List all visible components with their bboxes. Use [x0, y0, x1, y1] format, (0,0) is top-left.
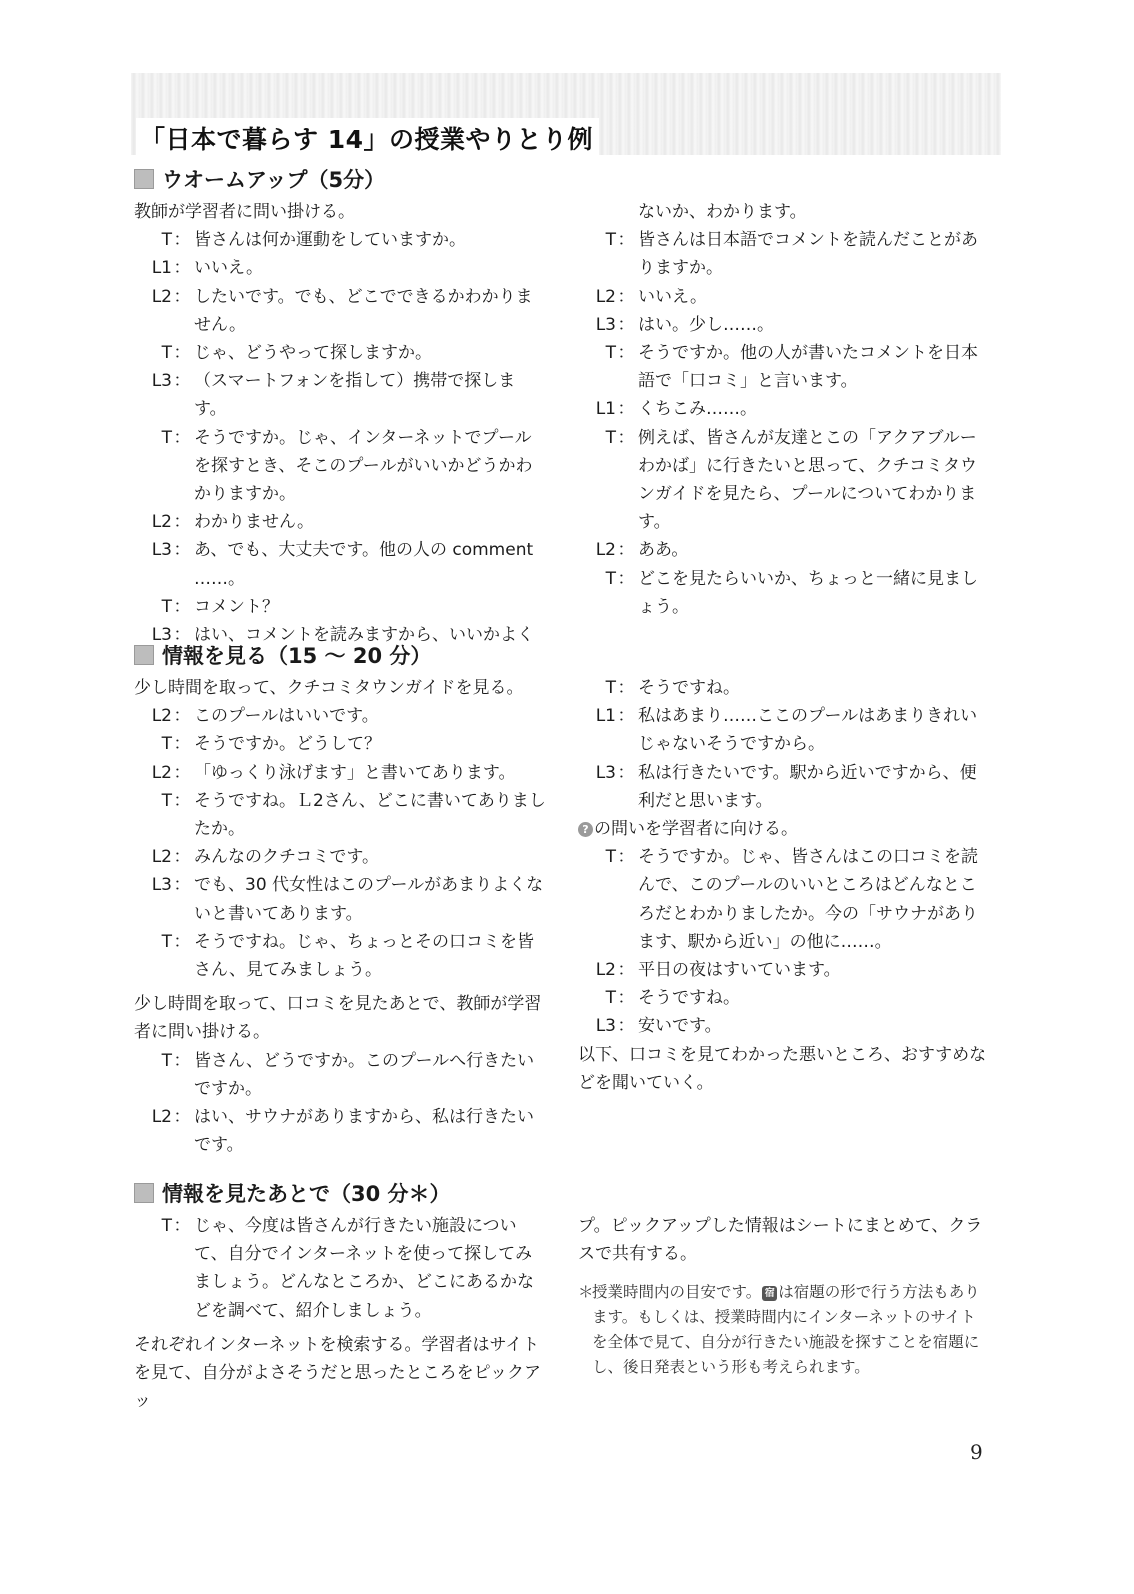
homework-icon: 宿: [762, 1286, 777, 1301]
colon: ：: [173, 286, 191, 307]
dialogue-text: どこを見たらいいか、ちょっと一緒に見ましょう。: [638, 568, 978, 617]
narration: 少し時間を取って、口コミを見たあとで、教師が学習者に問い掛ける。: [134, 994, 542, 1043]
speaker-label: T: [161, 790, 172, 811]
speaker-label: L2: [151, 847, 172, 868]
dialogue-line: [578, 339, 990, 395]
speaker-label: L3: [595, 762, 616, 783]
dialogue-text: 例えば、皆さんが友達とこの「アクアブルーわかば」に行きたいと思って、クチコミタウンガイドを見たら、プールについてわかります。: [638, 427, 977, 533]
narration-text: の問いを学習者に向ける。: [594, 819, 798, 840]
colon: ：: [617, 427, 635, 448]
speaker-label: T: [161, 596, 172, 617]
dialogue-text: くちこみ……。: [638, 399, 757, 420]
footnote-text-b: は宿題の形で行う方法もあります。もしくは、授業時間内にインターネットのサイトを全体で見て、自分が行きたい施設を探すことを宿題にし、後日発表という形も考えられます。: [592, 1283, 980, 1377]
colon: ：: [173, 931, 191, 952]
dialogue-text: （スマートフォンを指して）携帯で探します。: [194, 371, 516, 420]
dialogue-line: [134, 226, 546, 254]
page-title: 「日本で暮らす 14」の授業やりとり例: [136, 118, 599, 158]
dialogue-text: いいえ。: [194, 258, 264, 279]
square-bullet-icon: [134, 1183, 154, 1203]
dialogue-text: 私はあまり……ここのプールはあまりきれいじゃないそうですから。: [638, 706, 978, 755]
dialogue-line: [578, 1012, 990, 1040]
speaker-label: L3: [595, 1016, 616, 1037]
colon: ：: [617, 230, 635, 251]
dialogue-line: [134, 1212, 546, 1325]
colon: ：: [173, 625, 191, 646]
dialogue-text: そうですね。: [638, 678, 740, 698]
colon: ：: [617, 706, 635, 727]
dialogue-text: そうですね。: [638, 988, 740, 1009]
speaker-label: L2: [151, 286, 172, 307]
speaker-label: L3: [595, 314, 616, 335]
narration: 以下、口コミを見てわかった悪いところ、おすすめなどを聞いていく。: [578, 1044, 987, 1093]
speaker-label: L3: [151, 540, 172, 561]
after-info-right-column: [578, 1212, 990, 1380]
speaker-label: T: [161, 427, 172, 448]
dialogue-line: [134, 1047, 546, 1103]
colon: ：: [617, 399, 635, 420]
footnote-text-a: 授業時間内の目安です。: [592, 1283, 762, 1302]
speaker-label: L2: [595, 286, 616, 307]
dialogue-line: [578, 226, 990, 282]
footnote: [578, 1280, 990, 1380]
asterisk-mark: ＊: [578, 1283, 594, 1302]
colon: ：: [173, 875, 191, 896]
dialogue-text: そうですね。Ｌ2さん、どこに書いてありましたか。: [194, 790, 546, 840]
colon: ：: [173, 258, 191, 279]
colon: ：: [617, 1016, 635, 1037]
colon: ：: [617, 678, 635, 698]
speaker-label: T: [161, 1216, 172, 1236]
speaker-label: L2: [151, 1107, 172, 1128]
section-heading-text: 情報を見たあとで（30 分＊）: [162, 1182, 451, 1206]
dialogue-line: [578, 702, 990, 758]
dialogue-line: [134, 536, 546, 592]
view-info-left-column: [134, 674, 546, 1159]
dialogue-text: 私は行きたいです。駅から近いですから、便利だと思います。: [638, 762, 977, 811]
speaker-label: T: [161, 931, 172, 952]
dialogue-text: 平日の夜はすいています。: [638, 960, 841, 981]
colon: ：: [173, 371, 191, 392]
dialogue-text: あ、でも、大丈夫です。他の人の comment ……。: [194, 540, 534, 589]
dialogue-line: [578, 395, 990, 423]
dialogue-text: 皆さんは日本語でコメントを読んだことがありますか。: [638, 230, 978, 279]
square-bullet-icon: [134, 169, 154, 189]
colon: ：: [173, 540, 191, 561]
dialogue-line: [134, 843, 546, 871]
dialogue-line: [578, 311, 990, 339]
section-heading-warmup: [134, 164, 385, 194]
dialogue-line: [134, 254, 546, 282]
section-heading-text: ウオームアップ（5分）: [162, 168, 386, 192]
dialogue-text: はい、コメントを読みますから、いいかよく: [194, 625, 534, 646]
speaker-label: T: [605, 427, 616, 448]
speaker-label: L2: [595, 960, 616, 981]
dialogue-line: [578, 536, 990, 564]
dialogue-text: はい。少し……。: [638, 314, 774, 335]
speaker-label: T: [161, 230, 172, 251]
dialogue-line: [578, 759, 990, 815]
colon: ：: [617, 960, 635, 981]
dialogue-line: [134, 928, 546, 984]
colon: ：: [173, 1107, 191, 1128]
speaker-label: L1: [151, 258, 172, 279]
speaker-label: T: [161, 1050, 172, 1071]
section-heading-view-info: [134, 640, 431, 670]
dialogue-line: [578, 956, 990, 984]
colon: ：: [173, 734, 191, 755]
dialogue-text: このプールはいいです。: [194, 706, 379, 727]
colon: ：: [173, 762, 191, 783]
narration-continuation: プ。ピックアップした情報はシートにまとめて、クラスで共有する。: [578, 1216, 983, 1265]
square-bullet-icon: [134, 645, 154, 665]
speaker-label: T: [605, 568, 616, 589]
speaker-label: L1: [595, 706, 616, 727]
after-info-left-column: [134, 1212, 546, 1415]
colon: ：: [173, 512, 191, 533]
dialogue-text: でも、30 代女性はこのプールがあまりよくないと書いてあります。: [194, 875, 544, 924]
dialogue-text: そうですか。じゃ、皆さんはこの口コミを読んで、このプールのいいところはどんなところだとわかりましたか。今の「サウナがあります、駅から近い」の他に……。: [638, 847, 978, 952]
speaker-label: L3: [151, 625, 172, 646]
speaker-label: T: [605, 988, 616, 1009]
colon: ：: [617, 988, 635, 1009]
speaker-label: L3: [151, 371, 172, 392]
dialogue-text: 「ゆっくり泳げます」と書いてあります。: [194, 762, 516, 783]
narration-question: [578, 815, 990, 843]
page-number: 9: [970, 1440, 983, 1464]
warmup-left-column: [134, 198, 546, 649]
dialogue-line: [134, 424, 546, 509]
dialogue-text: コメント？: [194, 596, 279, 617]
colon: ：: [173, 706, 191, 727]
speaker-label: T: [605, 343, 616, 364]
dialogue-text: はい、サウナがありますから、私は行きたいです。: [194, 1107, 534, 1156]
colon: ：: [173, 230, 191, 251]
dialogue-line: [134, 787, 546, 843]
dialogue-line: [578, 565, 990, 621]
speaker-label: L1: [595, 399, 616, 420]
dialogue-line: [134, 1103, 546, 1159]
narration: 教師が学習者に問い掛ける。: [134, 202, 355, 222]
view-info-right-column: [578, 674, 990, 1097]
colon: ：: [617, 847, 635, 868]
speaker-label: T: [605, 847, 616, 868]
dialogue-line: [578, 424, 990, 537]
speaker-label: L3: [151, 875, 172, 896]
speaker-label: L2: [151, 512, 172, 533]
colon: ：: [173, 1050, 191, 1071]
narration: それぞれインターネットを検索する。学習者はサイトを見て、自分がよさそうだと思ったところをピックアッ: [134, 1334, 541, 1412]
dialogue-line: [134, 283, 546, 339]
colon: ：: [173, 847, 191, 868]
speaker-label: L2: [151, 762, 172, 783]
dialogue-line: [134, 871, 546, 927]
dialogue-line: [134, 339, 546, 367]
dialogue-line: [578, 674, 990, 702]
dialogue-text: みんなのクチコミです。: [194, 847, 379, 868]
dialogue-text: そうですか。どうして？: [194, 734, 381, 755]
speaker-label: T: [161, 734, 172, 755]
dialogue-line: [134, 593, 546, 621]
dialogue-text: そうですね。じゃ、ちょっとその口コミを皆さん、見てみましょう。: [194, 931, 534, 981]
colon: ：: [173, 343, 191, 364]
speaker-label: T: [605, 678, 616, 698]
dialogue-text: したいです。でも、どこでできるかわかりません。: [194, 286, 533, 335]
colon: ：: [617, 568, 635, 589]
dialogue-line: [134, 367, 546, 423]
speaker-label: L2: [595, 540, 616, 561]
dialogue-text: 皆さんは何か運動をしていますか。: [194, 230, 466, 251]
colon: ：: [173, 596, 191, 617]
narration: 少し時間を取って、クチコミタウンガイドを見る。: [134, 678, 524, 698]
dialogue-continuation: ないか、わかります。: [638, 202, 807, 222]
colon: ：: [617, 314, 635, 335]
dialogue-text: そうですか。じゃ、インターネットでプールを探すとき、そこのプールがいいかどうかわかりますか。: [194, 427, 533, 505]
colon: ：: [173, 427, 191, 448]
dialogue-line: [578, 984, 990, 1012]
dialogue-line: [134, 759, 546, 787]
dialogue-text: じゃ、どうやって探しますか。: [194, 343, 432, 364]
colon: ：: [173, 1216, 191, 1236]
footnote-text: [592, 1280, 990, 1380]
dialogue-text: そうですか。他の人が書いたコメントを日本語で「口コミ」と言います。: [638, 343, 978, 392]
dialogue-text: 皆さん、どうですか。このプールへ行きたいですか。: [194, 1050, 535, 1099]
dialogue-line: [134, 508, 546, 536]
dialogue-line: [578, 843, 990, 956]
dialogue-line: [134, 702, 546, 730]
dialogue-text: 安いです。: [638, 1016, 722, 1037]
colon: ：: [617, 540, 635, 561]
colon: ：: [173, 790, 191, 811]
dialogue-text: じゃ、今度は皆さんが行きたい施設について、自分でインターネットを使って探してみましょう。どんなところか、どこにあるかなどを調べて、紹介しましょう。: [194, 1216, 534, 1321]
warmup-right-column: [578, 198, 990, 621]
speaker-label: T: [605, 230, 616, 251]
colon: ：: [617, 286, 635, 307]
dialogue-line: [578, 283, 990, 311]
dialogue-line: [134, 730, 546, 758]
speaker-label: T: [161, 343, 172, 364]
dialogue-text: わかりません。: [194, 512, 315, 533]
dialogue-text: いいえ。: [638, 286, 708, 307]
section-heading-text: 情報を見る（15 ～ 20 分）: [162, 644, 432, 668]
colon: ：: [617, 762, 635, 783]
dialogue-text: ああ。: [638, 540, 689, 561]
speaker-label: L2: [151, 706, 172, 727]
question-mark-icon: ?: [578, 822, 593, 837]
section-heading-after-info: [134, 1178, 451, 1208]
colon: ：: [617, 343, 635, 364]
